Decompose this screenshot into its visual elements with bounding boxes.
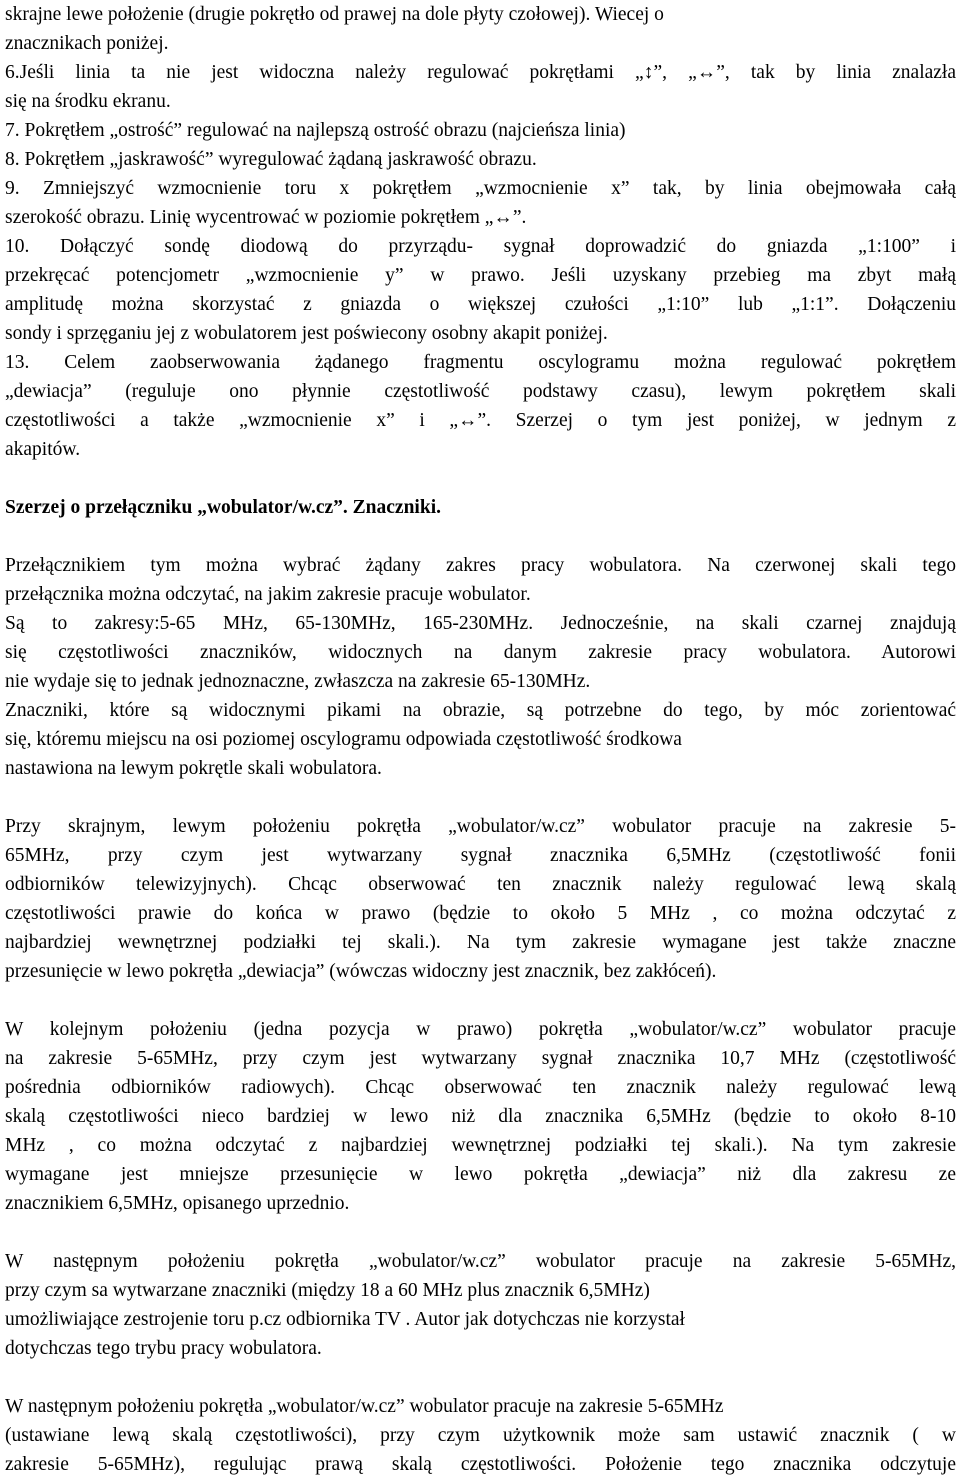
text-line: się, któremu miejscu na osi poziomej oscylogramu odpowiada częstotliwość środkowa — [5, 729, 682, 750]
text-line: 7. Pokrętłem „ostrość” regulować na najlepszą ostrość obrazu (najcieńsza linia) — [5, 120, 626, 141]
text-line: częstotliwości a także „wzmocnienie x” i „↔”. Szerzej o tym jest poniżej, w jednym z — [5, 410, 956, 431]
text-line: wymagane jest mniejsze przesunięcie w lewo pokrętła „dewiacja” niż dla zakresu ze — [5, 1164, 956, 1185]
blank-line — [5, 464, 956, 493]
text-line: 8. Pokrętłem „jaskrawość” wyregulować żądaną jaskrawość obrazu. — [5, 149, 537, 170]
text-line: przy czym sa wytwarzane znaczniki (między 18 a 60 MHz plus znacznik 6,5MHz) — [5, 1280, 650, 1301]
text-line: odbiorników telewizyjnych). Chcąc obserwować ten znacznik należy regulować lewą skalą — [5, 874, 956, 895]
text-line: się częstotliwości znaczników, widocznych na danym zakresie pracy wobulatora. Autorowi — [5, 642, 956, 663]
text-line: sondy i sprzęganiu jej z wobulatorem jest poświecony osobny akapit poniżej. — [5, 323, 608, 344]
text-line: MHz , co można odczytać z najbardziej wewnętrznej podziałki tej skali.). Na tym zakresie — [5, 1135, 956, 1156]
text-line: Przełącznikiem tym można wybrać żądany zakres pracy wobulatora. Na czerwonej skali tego — [5, 555, 956, 576]
text-line: „dewiacja” (reguluje ono płynnie częstotliwość podstawy czasu), lewym pokrętłem skali — [5, 381, 956, 402]
text-line: 13. Celem zaobserwowania żądanego fragmentu oscylogramu można regulować pokrętłem — [5, 352, 956, 373]
blank-line — [5, 1218, 956, 1247]
blank-line — [5, 986, 956, 1015]
blank-line — [5, 522, 956, 551]
text-line: nastawiona na lewym pokrętle skali wobulatora. — [5, 758, 382, 779]
text-line: częstotliwości prawie do końca w prawo (będzie to około 5 MHz , co można odczytać z — [5, 903, 956, 924]
section-heading: Szerzej o przełączniku „wobulator/w.cz”. Znaczniki. — [5, 497, 441, 518]
text-line: szerokość obrazu. Linię wycentrować w poziomie pokrętłem „↔”. — [5, 207, 527, 228]
text-line: umożliwiające zestrojenie toru p.cz odbiornika TV . Autor jak dotychczas nie korzystał — [5, 1309, 685, 1330]
text-line: skrajne lewe położenie (drugie pokrętło od prawej na dole płyty czołowej). Wiecej o — [5, 4, 664, 25]
text-line: Znaczniki, które są widocznymi pikami na obrazie, są potrzebne do tego, by móc zorientować — [5, 700, 956, 721]
text-line: (ustawiane lewą skalą częstotliwości), przy czym użytkownik może sam ustawić znacznik ( w — [5, 1425, 956, 1446]
text-line: W następnym położeniu pokrętła „wobulator/w.cz” wobulator pracuje na zakresie 5-65MHz — [5, 1396, 724, 1417]
text-line: na zakresie 5-65MHz, przy czym jest wytwarzany sygnał znacznika 10,7 MHz (częstotliwość — [5, 1048, 956, 1069]
text-line: nie wydaje się to jednak jednoznaczne, zwłaszcza na zakresie 65-130MHz. — [5, 671, 591, 692]
text-line: akapitów. — [5, 439, 81, 460]
text-line: się na środku ekranu. — [5, 91, 171, 112]
text-line: Są to zakresy:5-65 MHz, 65-130MHz, 165-230MHz. Jednocześnie, na skali czarnej znajdują — [5, 613, 956, 634]
blank-line — [5, 1363, 956, 1392]
text-line: przełącznika można odczytać, na jakim zakresie pracuje wobulator. — [5, 584, 531, 605]
text-line: pośrednia odbiorników radiowych). Chcąc obserwować ten znacznik należy regulować lewą — [5, 1077, 956, 1098]
blank-line — [5, 783, 956, 812]
text-line: przesunięcie w lewo pokrętła „dewiacja” (wówczas widoczny jest znacznik, bez zakłóceń). — [5, 961, 717, 982]
text-line: W następnym położeniu pokrętła „wobulator/w.cz” wobulator pracuje na zakresie 5-65MHz, — [5, 1251, 956, 1272]
text-line: dotychczas tego trybu pracy wobulatora. — [5, 1338, 322, 1359]
text-line: 9. Zmniejszyć wzmocnienie toru x pokrętłem „wzmocnienie x” tak, by linia obejmowała całą — [5, 178, 956, 199]
text-line: 65MHz, przy czym jest wytwarzany sygnał znacznika 6,5MHz (częstotliwość fonii — [5, 845, 956, 866]
text-line: amplitudę można skorzystać z gniazda o większej czułości „1:10” lub „1:1”. Dołączeniu — [5, 294, 956, 315]
text-line: skalą częstotliwości nieco bardziej w lewo niż dla znacznika 6,5MHz (będzie to około 8-10 — [5, 1106, 956, 1127]
text-line: znacznikiem 6,5MHz, opisanego uprzednio. — [5, 1193, 350, 1214]
text-line: najbardziej wewnętrznej podziałki tej skali.). Na tym zakresie wymagane jest także znaczne — [5, 932, 956, 953]
text-line: Przy skrajnym, lewym położeniu pokrętła „wobulator/w.cz” wobulator pracuje na zakresie 5- — [5, 816, 956, 837]
text-line: znacznikach poniżej. — [5, 33, 169, 54]
text-line: przekręcać potencjometr „wzmocnienie y” w prawo. Jeśli uzyskany przebieg ma zbyt małą — [5, 265, 956, 286]
text-line: 10. Dołączyć sondę diodową do przyrządu- sygnał doprowadzić do gniazda „1:100” i — [5, 236, 956, 257]
text-line: zakresie 5-65MHz), regulując prawą skalą częstotliwości. Położenie tego znacznika odczytuje — [5, 1454, 956, 1475]
text-line: W kolejnym położeniu (jedna pozycja w prawo) pokrętła „wobulator/w.cz” wobulator pracuje — [5, 1019, 956, 1040]
text-line: 6.Jeśli linia ta nie jest widoczna należy regulować pokrętłami „↕”, „↔”, tak by linia znalazła — [5, 62, 956, 83]
